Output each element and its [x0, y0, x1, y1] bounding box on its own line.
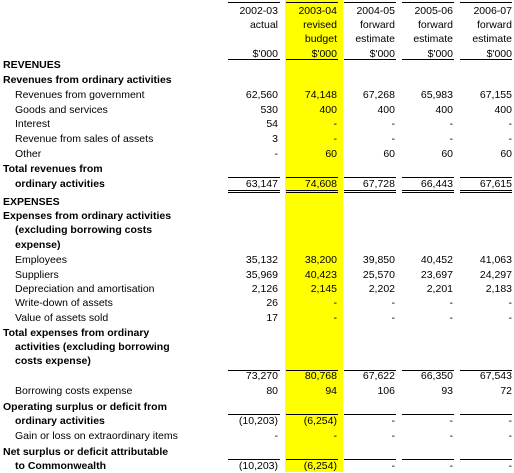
- row-label: Gain or loss on extraordinary items: [15, 430, 178, 442]
- value-cell: 72: [500, 385, 512, 397]
- header-type1-cell: forward: [476, 19, 512, 31]
- table-row: [0, 268, 514, 282]
- row-label: Borrowing costs expense: [15, 385, 133, 397]
- header-bottom-rule: [286, 59, 338, 60]
- header-type1-cell: forward: [417, 19, 453, 31]
- subtotal-rule: [228, 459, 280, 460]
- value-cell: 60: [500, 148, 512, 160]
- header-year-cell: 2005-06: [414, 5, 453, 17]
- subtotal-rule: [286, 459, 338, 460]
- value-cell: 94: [325, 385, 337, 397]
- value-cell: 80,768: [304, 370, 337, 382]
- row-label: Depreciation and amortisation: [15, 283, 155, 295]
- value-cell: -: [391, 460, 395, 472]
- row-label: Revenue from sales of assets: [15, 133, 154, 145]
- table-row: [0, 147, 514, 161]
- value-cell: 63,147: [245, 178, 278, 190]
- value-cell: -: [391, 312, 395, 324]
- header-top-rule: [402, 2, 454, 3]
- row-label: Operating surplus or deficit from: [3, 401, 167, 413]
- table-row: [0, 103, 514, 117]
- value-cell: 60: [383, 148, 395, 160]
- value-cell: 2,202: [368, 283, 395, 295]
- row-label: expense): [15, 239, 61, 251]
- table-row: [0, 209, 514, 223]
- table-row: [0, 73, 514, 87]
- table-row: [0, 429, 514, 443]
- value-cell: -: [333, 297, 337, 309]
- table-row: [0, 414, 514, 428]
- value-cell: -: [508, 297, 512, 309]
- value-cell: -: [508, 415, 512, 427]
- row-label: EXPENSES: [3, 196, 60, 208]
- subtotal-rule: [228, 370, 280, 371]
- total-revenues-double-rule: [344, 190, 396, 193]
- subtotal-rule: [228, 414, 280, 415]
- value-cell: 38,200: [304, 254, 337, 266]
- value-cell: 65,983: [420, 89, 453, 101]
- total-revenues-double-rule: [286, 190, 338, 193]
- subtotal-rule: [402, 459, 454, 460]
- row-label: Revenues from ordinary activities: [3, 74, 172, 86]
- row-label: Value of assets sold: [15, 312, 109, 324]
- table-row: [0, 195, 514, 209]
- value-cell: -: [449, 312, 453, 324]
- value-cell: 60: [441, 148, 453, 160]
- value-cell: -: [449, 415, 453, 427]
- value-cell: 2,201: [426, 283, 453, 295]
- header-type2-cell: estimate: [472, 33, 512, 45]
- table-row: [0, 459, 514, 473]
- value-cell: 67,615: [479, 178, 512, 190]
- value-cell: 400: [319, 104, 337, 116]
- value-cell: 106: [377, 385, 395, 397]
- value-cell: 67,268: [362, 89, 395, 101]
- value-cell: -: [449, 460, 453, 472]
- header-unit-cell: $'000: [369, 48, 395, 60]
- header-unit-cell: $'000: [486, 48, 512, 60]
- row-label: Suppliers: [15, 269, 59, 281]
- value-cell: -: [449, 118, 453, 130]
- total-revenues-double-rule: [460, 190, 512, 193]
- table-row: [0, 354, 514, 368]
- header-year-cell: 2002-03: [239, 5, 278, 17]
- value-cell: 23,697: [420, 269, 453, 281]
- row-label: Revenues from government: [15, 89, 145, 101]
- subtotal-rule: [344, 177, 396, 178]
- header-type1-cell: revised: [303, 19, 337, 31]
- value-cell: -: [508, 460, 512, 472]
- value-cell: 93: [441, 385, 453, 397]
- subtotal-rule: [228, 177, 280, 178]
- value-cell: 26: [266, 297, 278, 309]
- value-cell: 39,850: [362, 254, 395, 266]
- row-label: Goods and services: [15, 104, 108, 116]
- row-label: Interest: [15, 118, 51, 130]
- value-cell: 25,570: [362, 269, 395, 281]
- total-revenues-double-rule: [228, 190, 280, 193]
- header-top-rule: [228, 2, 280, 3]
- row-label: to Commonwealth: [15, 460, 106, 472]
- value-cell: 400: [494, 104, 512, 116]
- table-row: [0, 296, 514, 310]
- value-cell: 400: [377, 104, 395, 116]
- header-top-rule: [344, 2, 396, 3]
- value-cell: -: [391, 118, 395, 130]
- value-cell: -: [274, 148, 278, 160]
- subtotal-rule: [344, 370, 396, 371]
- value-cell: 40,452: [420, 254, 453, 266]
- subtotal-rule: [460, 459, 512, 460]
- row-label: Other: [15, 148, 42, 160]
- table-row: [0, 238, 514, 252]
- row-label: Net surplus or deficit attributable: [3, 446, 169, 458]
- subtotal-rule: [286, 370, 338, 371]
- value-cell: -: [449, 133, 453, 145]
- subtotal-rule: [286, 414, 338, 415]
- value-cell: -: [508, 312, 512, 324]
- subtotal-rule: [286, 177, 338, 178]
- header-bottom-rule: [460, 59, 512, 60]
- table-row: [0, 117, 514, 131]
- subtotal-rule: [460, 177, 512, 178]
- value-cell: -: [333, 430, 337, 442]
- value-cell: (10,203): [238, 415, 278, 427]
- value-cell: 530: [260, 104, 278, 116]
- row-label: costs expense): [15, 355, 91, 367]
- value-cell: -: [274, 430, 278, 442]
- subtotal-rule: [460, 370, 512, 371]
- header-year-cell: 2004-05: [356, 5, 395, 17]
- value-cell: -: [391, 430, 395, 442]
- header-bottom-rule: [344, 59, 396, 60]
- table-row: [0, 340, 514, 354]
- header-unit-cell: $'000: [252, 48, 278, 60]
- value-cell: 35,132: [245, 254, 278, 266]
- subtotal-rule: [344, 414, 396, 415]
- header-type1-cell: forward: [359, 19, 395, 31]
- value-cell: 3: [272, 133, 278, 145]
- row-label: Total revenues from: [3, 163, 103, 175]
- value-cell: -: [508, 118, 512, 130]
- table-row: [0, 88, 514, 102]
- row-label: Employees: [15, 254, 67, 266]
- value-cell: -: [508, 133, 512, 145]
- value-cell: -: [333, 133, 337, 145]
- header-row-type1: [0, 18, 514, 32]
- value-cell: 40,423: [304, 269, 337, 281]
- table-row: [0, 400, 514, 414]
- value-cell: 35,969: [245, 269, 278, 281]
- table-row: [0, 369, 514, 383]
- value-cell: 67,543: [479, 370, 512, 382]
- header-unit-cell: $'000: [311, 48, 337, 60]
- value-cell: -: [333, 118, 337, 130]
- table-row: [0, 253, 514, 267]
- table-row: [0, 58, 514, 72]
- value-cell: -: [391, 297, 395, 309]
- header-top-rule: [460, 2, 512, 3]
- subtotal-rule: [344, 459, 396, 460]
- value-cell: 2,145: [310, 283, 337, 295]
- value-cell: -: [333, 312, 337, 324]
- value-cell: 2,126: [251, 283, 278, 295]
- header-type2-cell: budget: [304, 33, 337, 45]
- value-cell: (6,254): [303, 460, 337, 472]
- value-cell: 74,148: [304, 89, 337, 101]
- subtotal-rule: [402, 370, 454, 371]
- table-row: [0, 282, 514, 296]
- value-cell: 66,443: [420, 178, 453, 190]
- header-unit-cell: $'000: [427, 48, 453, 60]
- table-row: [0, 162, 514, 176]
- value-cell: 67,728: [362, 178, 395, 190]
- header-type2-cell: estimate: [413, 33, 453, 45]
- value-cell: 73,270: [245, 370, 278, 382]
- value-cell: (10,203): [238, 460, 278, 472]
- total-revenues-double-rule: [402, 190, 454, 193]
- row-label: ordinary activities: [15, 178, 105, 190]
- value-cell: 67,155: [479, 89, 512, 101]
- row-label: (excluding borrowing costs: [15, 224, 153, 236]
- row-label: Expenses from ordinary activities: [3, 210, 172, 222]
- value-cell: -: [508, 430, 512, 442]
- row-label: Write-down of assets: [15, 297, 113, 309]
- value-cell: -: [449, 297, 453, 309]
- row-label: ordinary activities: [15, 415, 105, 427]
- value-cell: -: [391, 133, 395, 145]
- table-row: [0, 445, 514, 459]
- value-cell: 54: [266, 118, 278, 130]
- value-cell: 17: [266, 312, 278, 324]
- subtotal-rule: [402, 414, 454, 415]
- header-year-cell: 2003-04: [298, 5, 337, 17]
- subtotal-rule: [460, 414, 512, 415]
- header-bottom-rule: [228, 59, 280, 60]
- value-cell: -: [391, 415, 395, 427]
- header-year-cell: 2006-07: [473, 5, 512, 17]
- value-cell: 80: [266, 385, 278, 397]
- header-bottom-rule: [402, 59, 454, 60]
- header-type2-cell: estimate: [355, 33, 395, 45]
- row-label: activities (excluding borrowing: [15, 341, 170, 353]
- table-row: [0, 384, 514, 398]
- subtotal-rule: [402, 177, 454, 178]
- value-cell: -: [449, 430, 453, 442]
- value-cell: 74,608: [304, 178, 337, 190]
- value-cell: 66,350: [420, 370, 453, 382]
- table-row: [0, 177, 514, 191]
- table-row: [0, 132, 514, 146]
- table-row: [0, 326, 514, 340]
- table-row: [0, 311, 514, 325]
- header-row-type2: [0, 32, 514, 46]
- value-cell: 67,622: [362, 370, 395, 382]
- value-cell: 2,183: [485, 283, 512, 295]
- header-row-year: [0, 4, 514, 18]
- value-cell: 62,560: [245, 89, 278, 101]
- row-label: REVENUES: [3, 59, 61, 71]
- header-top-rule: [286, 2, 338, 3]
- table-row: [0, 223, 514, 237]
- value-cell: 400: [435, 104, 453, 116]
- value-cell: 60: [325, 148, 337, 160]
- value-cell: 41,063: [479, 254, 512, 266]
- value-cell: 24,297: [479, 269, 512, 281]
- header-type1-cell: actual: [249, 19, 278, 31]
- row-label: Total expenses from ordinary: [3, 327, 150, 339]
- value-cell: (6,254): [303, 415, 337, 427]
